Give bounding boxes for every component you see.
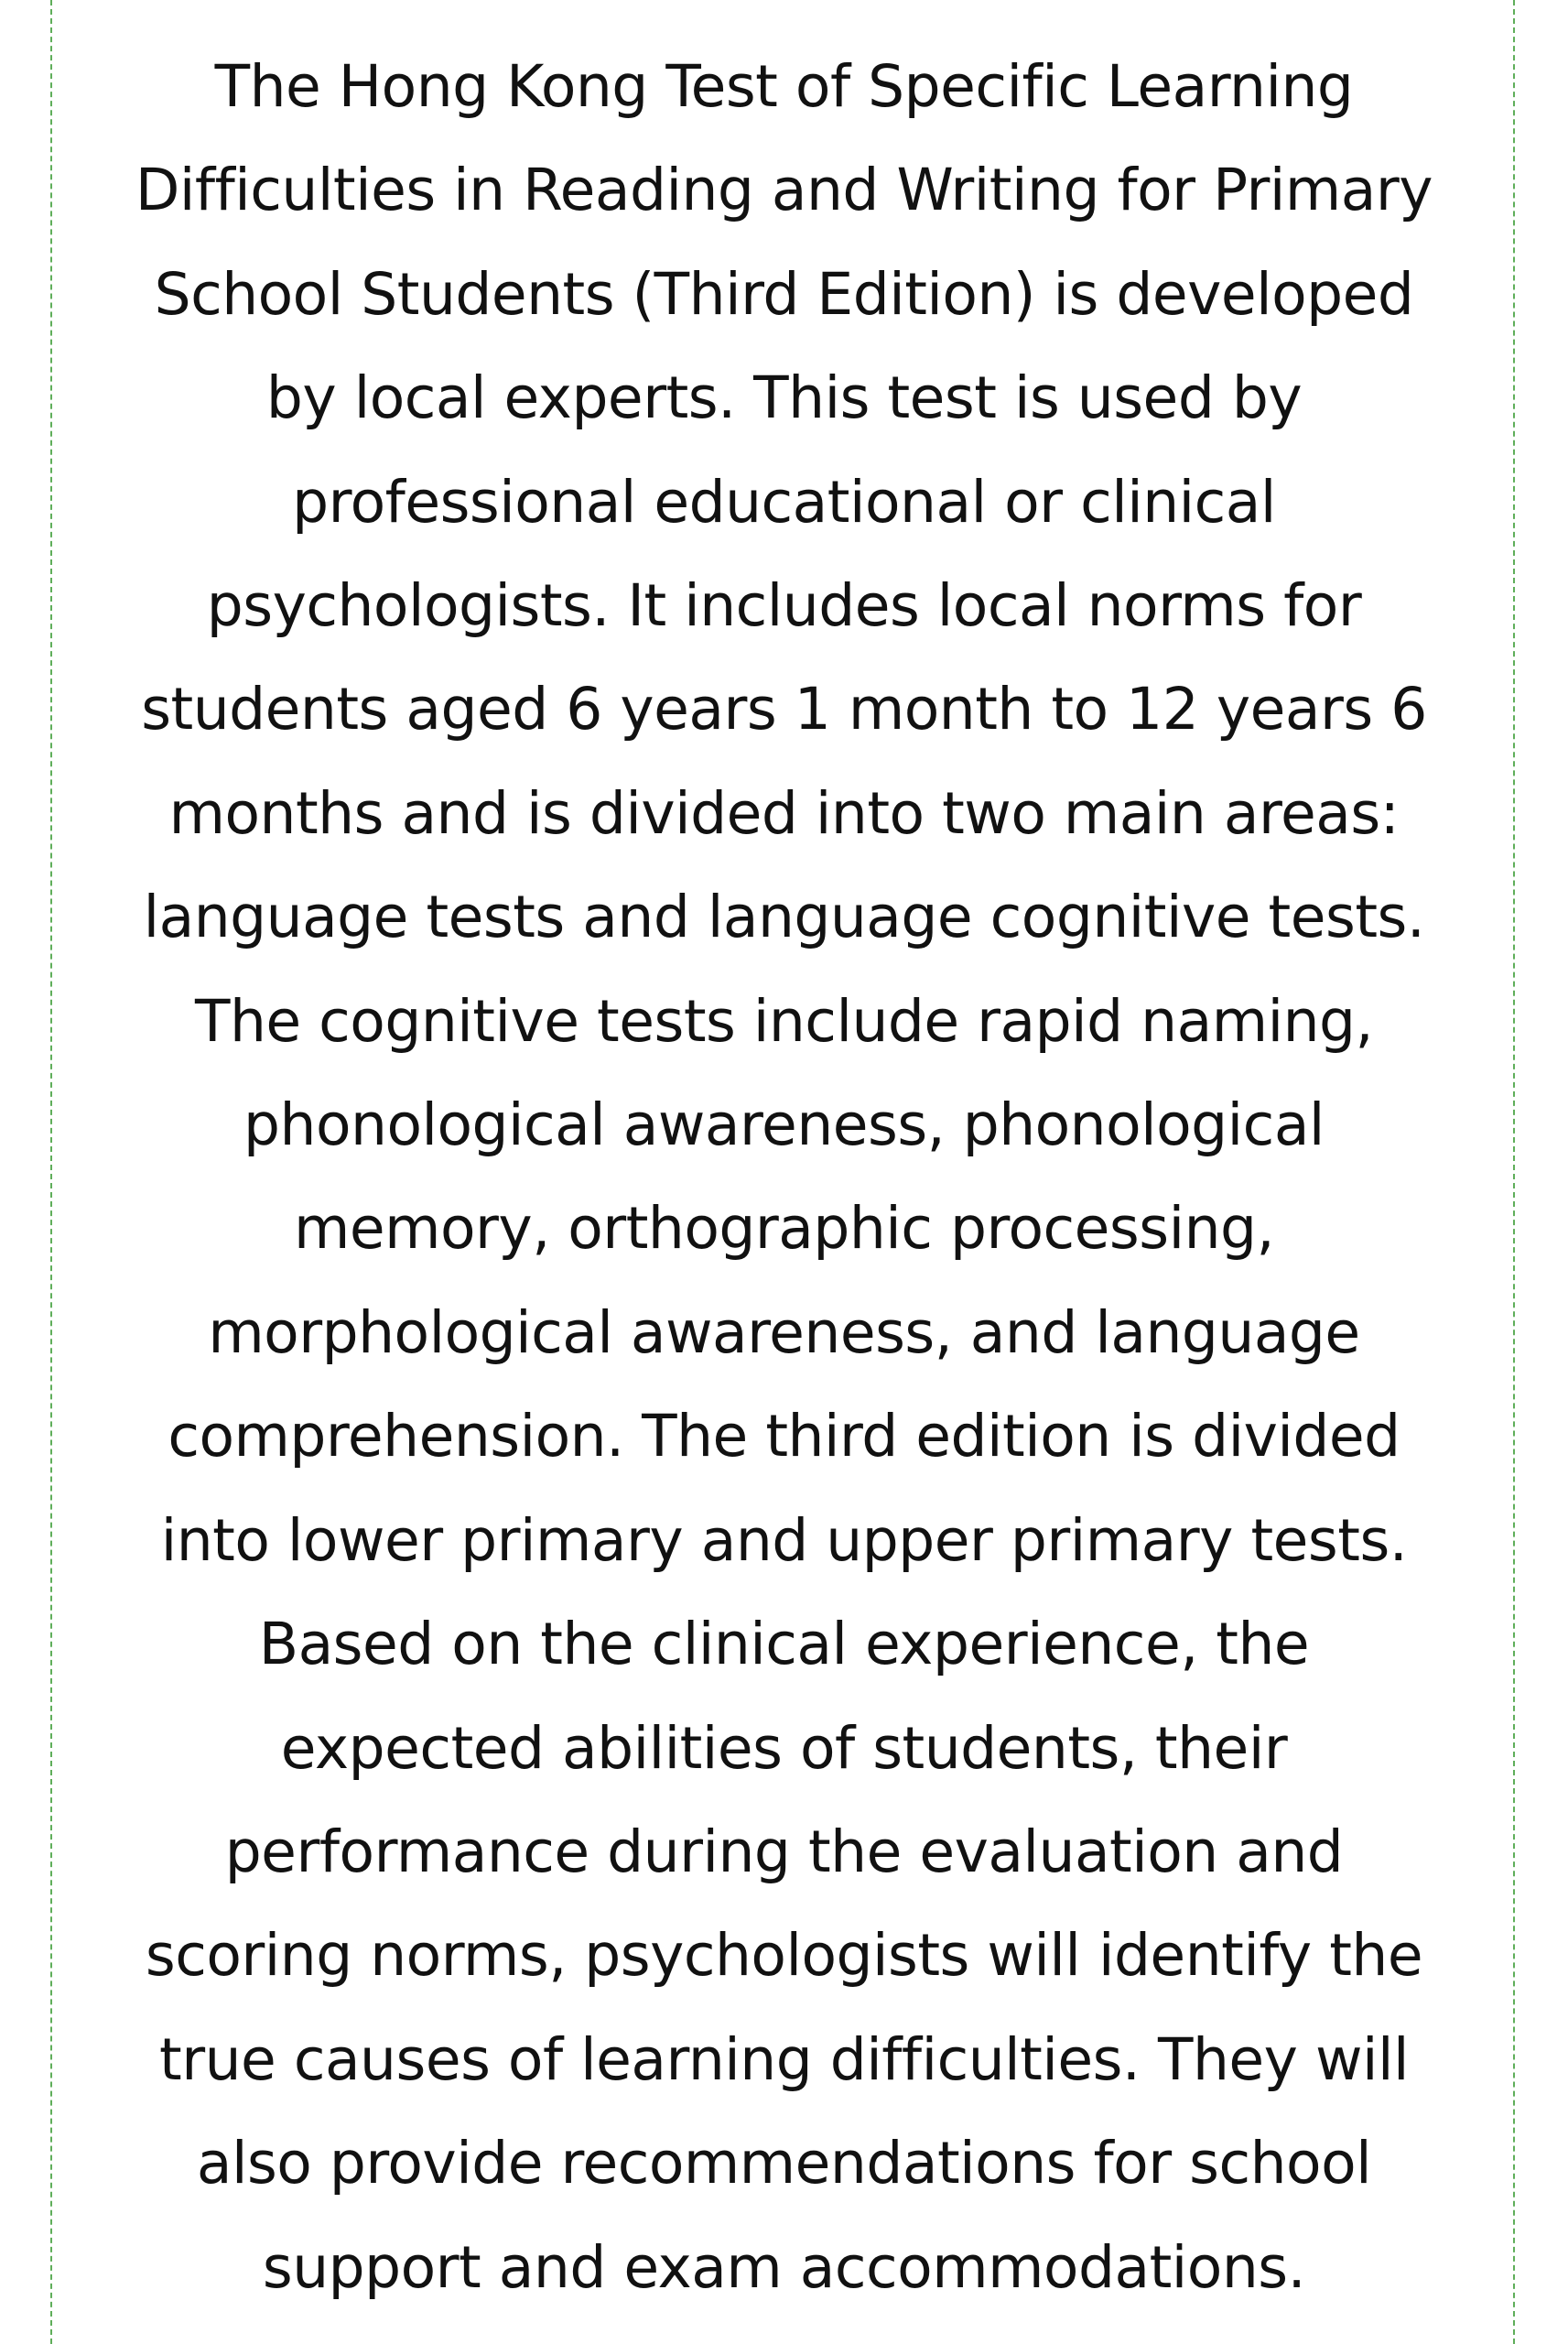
text-line: support and exam accommodations. xyxy=(262,2233,1306,2301)
text-line: morphological awareness, and language xyxy=(208,1298,1360,1366)
text-line: scoring norms, psychologists will identify the xyxy=(145,1922,1423,1990)
body-paragraph xyxy=(92,35,1476,2319)
text-line: memory, orthographic processing, xyxy=(293,1195,1275,1263)
text-line: The Hong Kong Test of Specific Learning xyxy=(214,53,1354,120)
text-line: professional educational or clinical xyxy=(292,468,1276,536)
text-line: also provide recommendations for school xyxy=(196,2130,1372,2198)
text-line: phonological awareness, phonological xyxy=(243,1091,1325,1159)
text-line: comprehension. The third edition is divided xyxy=(168,1403,1400,1470)
text-line: by local experts. This test is used by xyxy=(265,364,1303,432)
text-line: performance during the evaluation and xyxy=(224,1818,1344,1885)
text-line: psychologists. It includes local norms for xyxy=(206,572,1362,640)
text-line: School Students (Third Edition) is developed xyxy=(154,260,1414,328)
text-line: Difficulties in Reading and Writing for Primary xyxy=(135,157,1433,224)
left-dashed-border xyxy=(50,0,52,2344)
text-line: true causes of learning difficulties. They will xyxy=(159,2025,1409,2093)
text-line: language tests and language cognitive tests. xyxy=(143,884,1425,951)
text-line: into lower primary and upper primary tests. xyxy=(160,1506,1408,1574)
text-line: students aged 6 years 1 month to 12 years 6 xyxy=(141,676,1427,743)
text-line: The cognitive tests include rapid naming, xyxy=(194,987,1374,1055)
text-line: Based on the clinical experience, the xyxy=(258,1611,1310,1678)
text-line: months and is divided into two main areas: xyxy=(168,779,1400,847)
right-dashed-border xyxy=(1513,0,1515,2344)
text-line: expected abilities of students, their xyxy=(280,1714,1288,1782)
